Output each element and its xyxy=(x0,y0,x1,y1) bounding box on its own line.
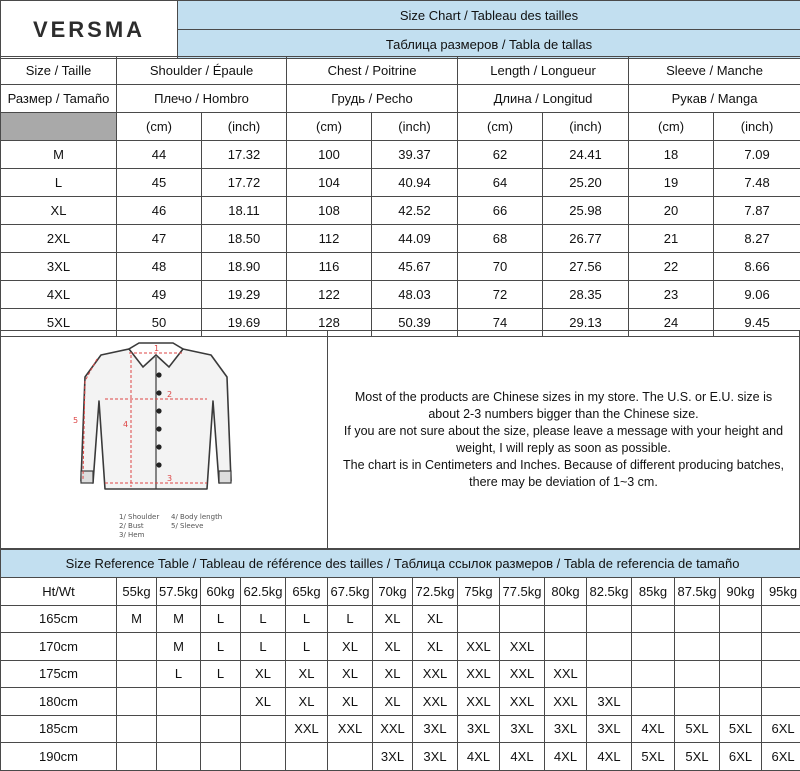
size-cell: 112 xyxy=(287,225,372,253)
size-cell: 108 xyxy=(287,197,372,225)
reference-cell xyxy=(720,605,762,633)
reference-cell: L xyxy=(286,633,328,661)
legend-body-length: 4/ Body length xyxy=(171,513,222,521)
size-cell: 29.13 xyxy=(543,309,629,337)
note-line: The chart is in Centimeters and Inches. Because of different producing batches, xyxy=(343,457,784,474)
diagram-label-4: 4 xyxy=(123,420,128,429)
size-cell: 22 xyxy=(629,253,714,281)
size-label: XL xyxy=(1,197,117,225)
reference-cell: 3XL xyxy=(458,715,500,743)
size-cell: 42.52 xyxy=(372,197,458,225)
unit-cm: (cm) xyxy=(458,113,543,141)
reference-cell xyxy=(157,743,201,771)
size-cell: 17.32 xyxy=(202,141,287,169)
height-label: 165cm xyxy=(1,605,117,633)
weight-header: 57.5kg xyxy=(157,578,201,606)
reference-cell: M xyxy=(157,633,201,661)
size-cell: 24.41 xyxy=(543,141,629,169)
diagram-label-2: 2 xyxy=(167,390,172,399)
reference-cell xyxy=(762,605,800,633)
reference-cell xyxy=(117,633,157,661)
reference-cell: 3XL xyxy=(413,743,458,771)
brand-logo: VERSMA xyxy=(33,17,145,42)
reference-cell: XL xyxy=(328,633,373,661)
shoulder-header-ru: Плечо / Hombro xyxy=(117,85,287,113)
reference-cell: L xyxy=(241,633,286,661)
reference-cell: L xyxy=(201,660,241,688)
size-cell: 47 xyxy=(117,225,202,253)
size-cell: 19 xyxy=(629,169,714,197)
note-line: Most of the products are Chinese sizes in my store. The U.S. or E.U. size is xyxy=(355,389,772,406)
reference-cell: L xyxy=(157,660,201,688)
reference-cell: XL xyxy=(241,660,286,688)
height-label: 180cm xyxy=(1,688,117,716)
size-cell: 66 xyxy=(458,197,543,225)
reference-cell: 4XL xyxy=(587,743,632,771)
reference-row xyxy=(1,688,800,716)
size-cell: 49 xyxy=(117,281,202,309)
reference-cell: L xyxy=(286,605,328,633)
height-label: 190cm xyxy=(1,743,117,771)
reference-cell: XXL xyxy=(413,660,458,688)
size-label: 4XL xyxy=(1,281,117,309)
size-label: M xyxy=(1,141,117,169)
size-cell: 7.48 xyxy=(714,169,800,197)
reference-cell: 5XL xyxy=(675,743,720,771)
reference-cell: XL xyxy=(286,688,328,716)
weight-header: 55kg xyxy=(117,578,157,606)
diagram-label-1: 1 xyxy=(154,344,159,353)
size-cell: 48.03 xyxy=(372,281,458,309)
reference-cell: 4XL xyxy=(632,715,675,743)
legend-hem: 3/ Hem xyxy=(119,531,145,539)
size-cell: 24 xyxy=(629,309,714,337)
weight-header: 62.5kg xyxy=(241,578,286,606)
size-cell: 18 xyxy=(629,141,714,169)
size-cell: 100 xyxy=(287,141,372,169)
reference-cell xyxy=(675,660,720,688)
size-cell: 23 xyxy=(629,281,714,309)
weight-header: 90kg xyxy=(720,578,762,606)
reference-cell xyxy=(762,633,800,661)
chart-title-line2: Таблица размеров / Tabla de tallas xyxy=(178,30,800,59)
legend-shoulder: 1/ Shoulder xyxy=(119,513,159,521)
reference-cell: XXL xyxy=(500,633,545,661)
height-label: 170cm xyxy=(1,633,117,661)
reference-cell: 3XL xyxy=(373,743,413,771)
reference-cell xyxy=(675,605,720,633)
size-label: 5XL xyxy=(1,309,117,337)
diagram-label-5: 5 xyxy=(73,416,78,425)
sleeve-header-ru: Рукав / Manga xyxy=(629,85,800,113)
reference-cell: 4XL xyxy=(500,743,545,771)
reference-cell: XXL xyxy=(545,688,587,716)
weight-header: 70kg xyxy=(373,578,413,606)
size-cell: 39.37 xyxy=(372,141,458,169)
size-label: 2XL xyxy=(1,225,117,253)
unit-cm: (cm) xyxy=(629,113,714,141)
shirt-diagram xyxy=(1,331,327,548)
reference-cell: XXL xyxy=(500,688,545,716)
reference-cell xyxy=(201,715,241,743)
weight-header-row xyxy=(1,578,800,606)
size-cell: 44.09 xyxy=(372,225,458,253)
reference-cell: XXL xyxy=(545,660,587,688)
size-cell: 7.09 xyxy=(714,141,800,169)
size-cell: 18.50 xyxy=(202,225,287,253)
size-cell: 25.20 xyxy=(543,169,629,197)
reference-cell: 6XL xyxy=(762,715,800,743)
header-band xyxy=(0,0,800,59)
reference-cell: XXL xyxy=(458,660,500,688)
reference-row xyxy=(1,605,800,633)
size-cell: 25.98 xyxy=(543,197,629,225)
reference-cell xyxy=(117,688,157,716)
weight-header: 87.5kg xyxy=(675,578,720,606)
size-cell: 70 xyxy=(458,253,543,281)
size-cell: 64 xyxy=(458,169,543,197)
size-cell: 9.06 xyxy=(714,281,800,309)
reference-cell xyxy=(720,660,762,688)
reference-cell xyxy=(632,605,675,633)
size-reference-table xyxy=(0,549,800,771)
reference-cell: XXL xyxy=(458,633,500,661)
weight-header: 77.5kg xyxy=(500,578,545,606)
reference-cell: 3XL xyxy=(545,715,587,743)
measurement-diagram xyxy=(1,331,328,548)
unit-inch: (inch) xyxy=(372,113,458,141)
size-cell: 68 xyxy=(458,225,543,253)
legend-sleeve: 5/ Sleeve xyxy=(171,522,204,530)
reference-cell xyxy=(720,688,762,716)
sleeve-header: Sleeve / Manche xyxy=(629,57,800,85)
reference-cell xyxy=(458,605,500,633)
reference-cell xyxy=(241,743,286,771)
reference-cell xyxy=(632,688,675,716)
reference-cell xyxy=(157,715,201,743)
weight-header: 75kg xyxy=(458,578,500,606)
unit-cm: (cm) xyxy=(117,113,202,141)
reference-cell: 3XL xyxy=(587,688,632,716)
size-cell: 48 xyxy=(117,253,202,281)
reference-cell: XL xyxy=(328,688,373,716)
reference-cell xyxy=(201,688,241,716)
weight-header: 82.5kg xyxy=(587,578,632,606)
reference-cell xyxy=(286,743,328,771)
reference-cell xyxy=(157,688,201,716)
size-cell: 62 xyxy=(458,141,543,169)
unit-inch: (inch) xyxy=(202,113,287,141)
unit-cm: (cm) xyxy=(287,113,372,141)
size-cell: 17.72 xyxy=(202,169,287,197)
reference-cell xyxy=(587,633,632,661)
reference-row xyxy=(1,660,800,688)
reference-cell xyxy=(117,743,157,771)
reference-cell: L xyxy=(201,633,241,661)
reference-cell: 6XL xyxy=(762,743,800,771)
note-line: there may be deviation of 1~3 cm. xyxy=(469,474,658,491)
unit-inch: (inch) xyxy=(543,113,629,141)
legend-bust: 2/ Bust xyxy=(119,522,144,530)
size-cell: 18.90 xyxy=(202,253,287,281)
diagram-label-3: 3 xyxy=(167,474,172,483)
reference-cell: 4XL xyxy=(458,743,500,771)
size-notes xyxy=(328,331,799,548)
reference-cell: XL xyxy=(286,660,328,688)
weight-header: 65kg xyxy=(286,578,328,606)
reference-cell xyxy=(587,605,632,633)
reference-row xyxy=(1,743,800,771)
reference-cell xyxy=(675,688,720,716)
reference-cell: XXL xyxy=(286,715,328,743)
reference-cell xyxy=(632,660,675,688)
reference-cell xyxy=(117,660,157,688)
reference-cell: 3XL xyxy=(587,715,632,743)
size-column-header-ru: Размер / Tamaño xyxy=(1,85,117,113)
reference-cell: XL xyxy=(413,633,458,661)
size-row xyxy=(1,281,800,309)
size-cell: 9.45 xyxy=(714,309,800,337)
size-row xyxy=(1,225,800,253)
weight-header: 95kg xyxy=(762,578,800,606)
size-cell: 122 xyxy=(287,281,372,309)
size-cell: 46 xyxy=(117,197,202,225)
size-cell: 44 xyxy=(117,141,202,169)
reference-cell: M xyxy=(117,605,157,633)
chart-title-line1: Size Chart / Tableau des tailles xyxy=(178,1,800,30)
reference-cell: XL xyxy=(413,605,458,633)
reference-cell: XXL xyxy=(373,715,413,743)
reference-cell xyxy=(720,633,762,661)
height-label: 185cm xyxy=(1,715,117,743)
size-cell: 128 xyxy=(287,309,372,337)
size-cell: 72 xyxy=(458,281,543,309)
reference-cell: L xyxy=(241,605,286,633)
size-row xyxy=(1,141,800,169)
chest-header: Chest / Poitrine xyxy=(287,57,458,85)
reference-cell: M xyxy=(157,605,201,633)
size-cell: 20 xyxy=(629,197,714,225)
reference-cell: XL xyxy=(373,605,413,633)
reference-cell: 3XL xyxy=(500,715,545,743)
size-column-header: Size / Taille xyxy=(1,57,117,85)
reference-cell: 3XL xyxy=(413,715,458,743)
size-cell: 21 xyxy=(629,225,714,253)
weight-header: 60kg xyxy=(201,578,241,606)
weight-header: 67.5kg xyxy=(328,578,373,606)
reference-cell: L xyxy=(201,605,241,633)
size-cell: 26.77 xyxy=(543,225,629,253)
size-chart-table xyxy=(0,56,800,337)
reference-cell xyxy=(587,660,632,688)
size-cell: 40.94 xyxy=(372,169,458,197)
info-section xyxy=(0,330,800,549)
reference-cell: XL xyxy=(373,688,413,716)
reference-cell: XXL xyxy=(328,715,373,743)
size-row xyxy=(1,253,800,281)
reference-cell: 4XL xyxy=(545,743,587,771)
reference-cell xyxy=(545,605,587,633)
unit-inch: (inch) xyxy=(714,113,800,141)
reference-cell xyxy=(545,633,587,661)
size-label: L xyxy=(1,169,117,197)
note-line: about 2-3 numbers bigger than the Chinese size. xyxy=(428,406,698,423)
size-cell: 8.66 xyxy=(714,253,800,281)
size-cell: 45 xyxy=(117,169,202,197)
reference-cell xyxy=(675,633,720,661)
size-cell: 45.67 xyxy=(372,253,458,281)
reference-row xyxy=(1,633,800,661)
reference-cell: 5XL xyxy=(675,715,720,743)
height-weight-corner: Ht/Wt xyxy=(1,578,117,606)
reference-row xyxy=(1,715,800,743)
reference-cell xyxy=(117,715,157,743)
size-row xyxy=(1,169,800,197)
reference-cell: 5XL xyxy=(720,715,762,743)
grey-corner-cell xyxy=(1,113,117,141)
note-line: If you are not sure about the size, please leave a message with your height and xyxy=(344,423,783,440)
reference-cell: XL xyxy=(241,688,286,716)
chest-header-ru: Грудь / Pecho xyxy=(287,85,458,113)
size-cell: 50 xyxy=(117,309,202,337)
reference-cell xyxy=(201,743,241,771)
reference-cell xyxy=(328,743,373,771)
reference-cell: 5XL xyxy=(632,743,675,771)
size-cell: 28.35 xyxy=(543,281,629,309)
size-cell: 104 xyxy=(287,169,372,197)
reference-cell: XL xyxy=(328,660,373,688)
size-cell: 116 xyxy=(287,253,372,281)
brand-logo-cell xyxy=(1,1,178,59)
reference-cell: XL xyxy=(373,660,413,688)
reference-cell: L xyxy=(328,605,373,633)
length-header: Length / Longueur xyxy=(458,57,629,85)
size-cell: 74 xyxy=(458,309,543,337)
reference-title: Size Reference Table / Tableau de référence des tailles / Таблица ссылок размеров / Tabla de referencia de tamaño xyxy=(1,550,800,578)
reference-cell: XXL xyxy=(500,660,545,688)
reference-cell xyxy=(762,688,800,716)
note-line: weight, I will reply as soon as possible. xyxy=(456,440,671,457)
size-cell: 18.11 xyxy=(202,197,287,225)
size-cell: 7.87 xyxy=(714,197,800,225)
size-cell: 27.56 xyxy=(543,253,629,281)
reference-cell: XXL xyxy=(458,688,500,716)
height-label: 175cm xyxy=(1,660,117,688)
size-cell: 50.39 xyxy=(372,309,458,337)
reference-cell: 6XL xyxy=(720,743,762,771)
weight-header: 72.5kg xyxy=(413,578,458,606)
reference-cell: XL xyxy=(373,633,413,661)
weight-header: 80kg xyxy=(545,578,587,606)
reference-cell: XXL xyxy=(413,688,458,716)
reference-cell xyxy=(632,633,675,661)
size-cell: 19.69 xyxy=(202,309,287,337)
shoulder-header: Shoulder / Épaule xyxy=(117,57,287,85)
size-cell: 8.27 xyxy=(714,225,800,253)
length-header-ru: Длина / Longitud xyxy=(458,85,629,113)
size-cell: 19.29 xyxy=(202,281,287,309)
size-row xyxy=(1,197,800,225)
size-label: 3XL xyxy=(1,253,117,281)
weight-header: 85kg xyxy=(632,578,675,606)
reference-cell xyxy=(762,660,800,688)
reference-cell xyxy=(241,715,286,743)
reference-cell xyxy=(500,605,545,633)
